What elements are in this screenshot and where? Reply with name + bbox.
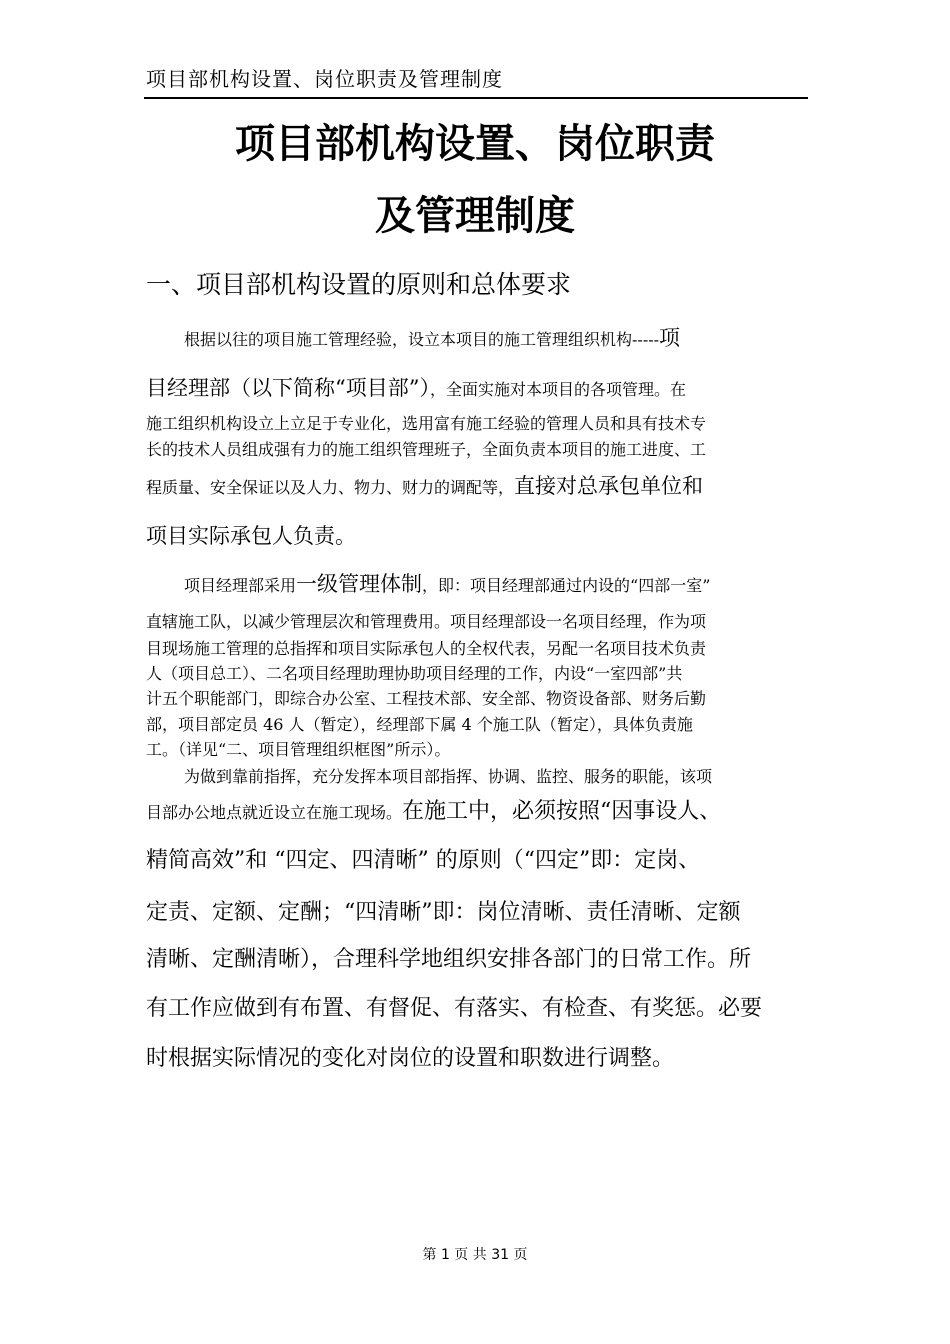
text-span: 在施工中，必须按照“因事设人、 bbox=[402, 799, 722, 824]
text-span: 项 bbox=[659, 326, 681, 350]
page-number-footer: 第 1 页 共 31 页 bbox=[422, 1247, 528, 1263]
text-span: 程质量、安全保证以及人力、物力、财力的调配等， bbox=[146, 478, 515, 497]
paragraph-3-line-3: 精简高效”和 “四定、四清晰” 的原则（“四定”即：定岗、 bbox=[146, 848, 701, 873]
paragraph-3-line-2 bbox=[146, 794, 721, 825]
paragraph-2-line-4: 人（项目总工）、二名项目经理助理协助项目经理的工作，内设“一室四部”共 bbox=[146, 664, 683, 683]
header-rule bbox=[144, 97, 808, 99]
paragraph-2-line-7: 工。（详见“二、项目管理组织框图”所示）。 bbox=[146, 740, 451, 759]
paragraph-3-line-7: 时根据实际情况的变化对岗位的设置和职数进行调整。 bbox=[146, 1046, 675, 1071]
text-span: 目部办公地点就近设立在施工现场。 bbox=[146, 803, 403, 822]
paragraph-2-line-1 bbox=[184, 568, 710, 598]
paragraph-3-line-4: 定责、定额、定酬；“四清晰”即：岗位清晰、责任清晰、定额 bbox=[146, 900, 741, 925]
text-span: ，即：项目经理部通过内设的“四部一室” bbox=[422, 576, 711, 595]
paragraph-2-line-5: 计五个职能部门，即综合办公室、工程技术部、安全部、物资设备部、财务后勤 bbox=[146, 689, 707, 708]
paragraph-3-line-5: 清晰、定酬清晰），合理科学地组织安排各部门的日常工作。所 bbox=[146, 947, 752, 972]
paragraph-1-line-1 bbox=[184, 322, 680, 352]
section-heading: 一、项目部机构设置的原则和总体要求 bbox=[146, 270, 572, 299]
paragraph-1-line-2 bbox=[146, 372, 686, 402]
paragraph-2-line-3: 目现场施工管理的总指挥和项目实际承包人的全权代表，另配一名项目技术负责 bbox=[146, 639, 707, 658]
paragraph-1-line-6: 项目实际承包人负责。 bbox=[146, 524, 356, 548]
paragraph-3-line-6: 有工作应做到有布置、有督促、有落实、有检查、有奖惩。必要 bbox=[146, 996, 763, 1021]
paragraph-2-line-6: 部，项目部定员 46 人（暂定），经理部下属 4 个施工队（暂定），具体负责施 bbox=[146, 715, 693, 734]
document-title-line1: 项目部机构设置、岗位职责 bbox=[235, 121, 715, 167]
paragraph-1-line-4: 长的技术人员组成强有力的施工组织管理班子，全面负责本项目的施工进度、工 bbox=[146, 440, 707, 459]
text-span: 目经理部（以下简称“项目部”） bbox=[146, 376, 430, 400]
paragraph-3-line-1: 为做到靠前指挥，充分发挥本项目部指挥、协调、监控、服务的职能，该项 bbox=[184, 767, 713, 786]
running-header: 项目部机构设置、岗位职责及管理制度 bbox=[146, 67, 503, 91]
paragraph-1-line-3: 施工组织机构设立上立足于专业化，选用富有施工经验的管理人员和具有技术专 bbox=[146, 414, 707, 433]
text-span: 一级管理体制 bbox=[296, 572, 423, 596]
text-span: 根据以往的项目施工管理经验，设立本项目的施工管理组织机构----- bbox=[184, 330, 660, 349]
text-span: ，全面实施对本项目的各项管理。在 bbox=[429, 380, 686, 399]
paragraph-2-line-2: 直辖施工队，以减少管理层次和管理费用。项目经理部设一名项目经理，作为项 bbox=[146, 612, 707, 631]
paragraph-1-line-5 bbox=[146, 470, 703, 500]
text-span: 直接对总承包单位和 bbox=[514, 474, 704, 498]
document-title-line2: 及管理制度 bbox=[375, 193, 575, 239]
text-span: 项目经理部采用 bbox=[184, 576, 297, 595]
